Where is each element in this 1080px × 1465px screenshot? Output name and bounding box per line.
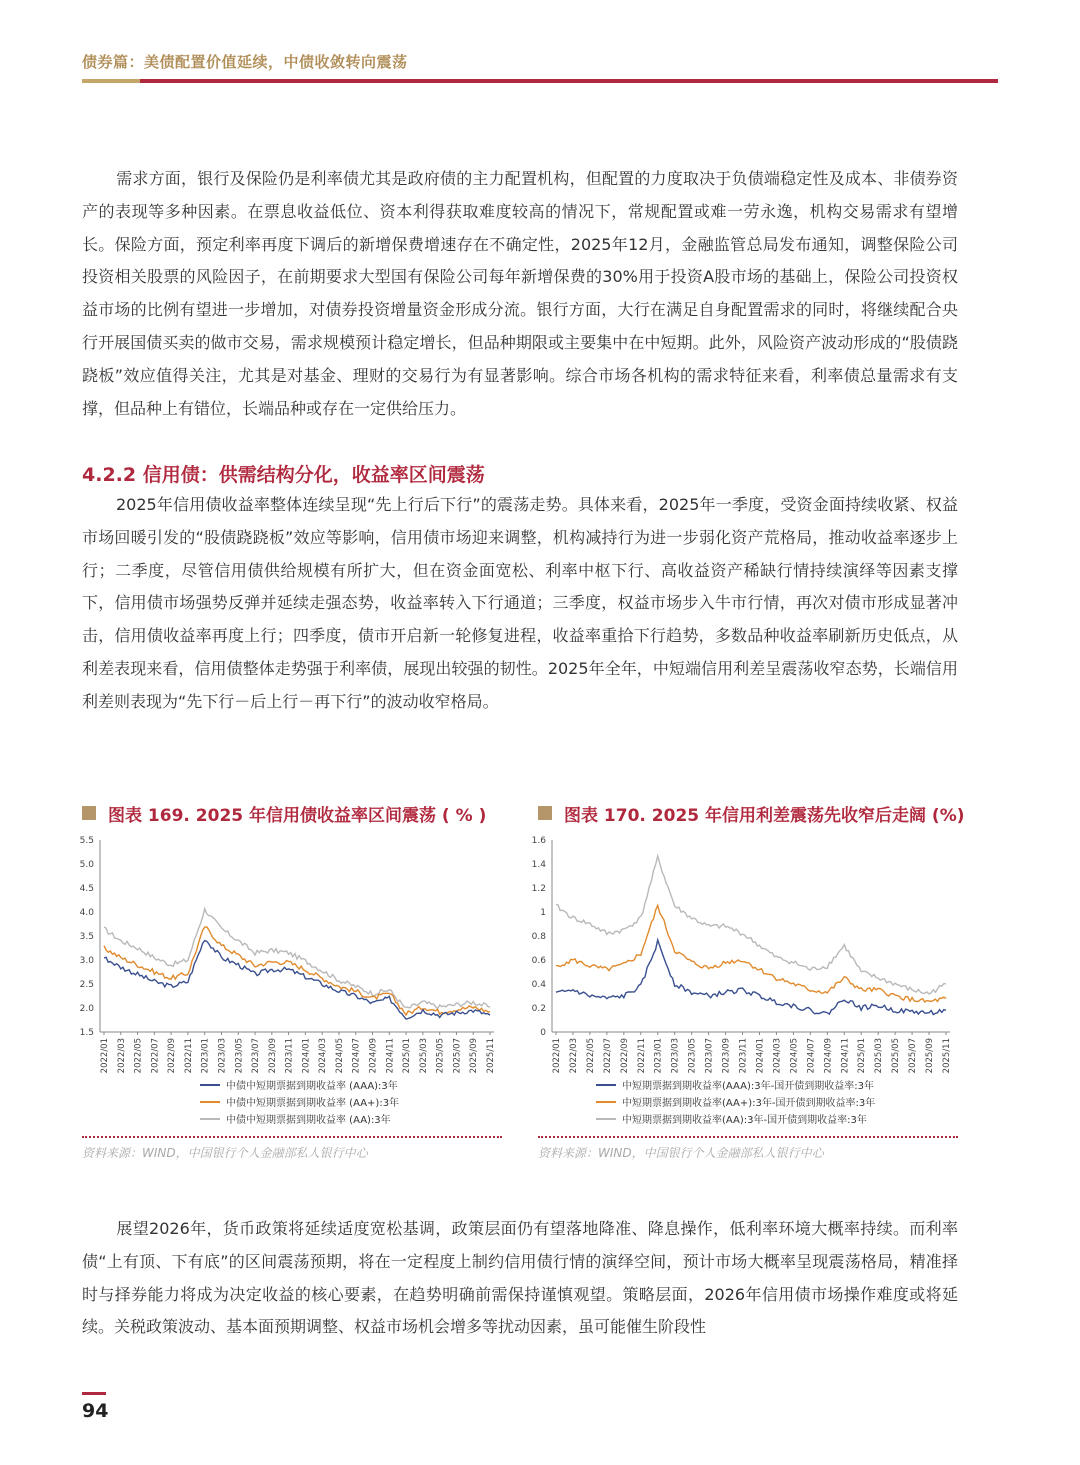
x-tick-label: 2024/01 bbox=[755, 1038, 766, 1074]
legend-swatch bbox=[596, 1101, 616, 1103]
paragraph-demand bbox=[82, 163, 958, 425]
x-tick-label: 2022/07 bbox=[602, 1038, 613, 1074]
y-tick-label: 0.8 bbox=[531, 932, 546, 942]
y-tick-label: 1.6 bbox=[531, 836, 546, 846]
x-tick-label: 2022/05 bbox=[133, 1038, 144, 1074]
figure-169-title-text: 图表 169. 2025 年信用债收益率区间震荡 ( % ) bbox=[108, 805, 487, 826]
x-tick-label: 2023/09 bbox=[721, 1038, 732, 1074]
y-tick-label: 5.5 bbox=[79, 836, 94, 846]
page-number-mark bbox=[82, 1392, 106, 1395]
x-tick-label: 2022/11 bbox=[636, 1038, 647, 1074]
x-tick-label: 2023/03 bbox=[670, 1038, 681, 1074]
x-tick-label: 2024/05 bbox=[334, 1038, 345, 1074]
legend-swatch bbox=[200, 1084, 220, 1086]
series-line bbox=[104, 941, 490, 1020]
y-tick-label: 0.4 bbox=[531, 980, 546, 990]
legend-swatch bbox=[596, 1118, 616, 1120]
legend-label: 中债中短期票据到期收益率 (AA):3年 bbox=[226, 1115, 391, 1126]
x-tick-label: 2023/11 bbox=[738, 1038, 749, 1074]
y-tick-label: 0.2 bbox=[531, 1004, 546, 1014]
x-tick-label: 2025/11 bbox=[486, 1038, 496, 1074]
y-tick-label: 1.5 bbox=[79, 1028, 94, 1038]
x-tick-label: 2024/07 bbox=[351, 1038, 362, 1074]
figure-169-legend bbox=[82, 1076, 502, 1127]
x-tick-label: 2025/09 bbox=[925, 1038, 936, 1074]
x-tick-label: 2022/07 bbox=[150, 1038, 161, 1074]
x-tick-label: 2025/07 bbox=[452, 1038, 463, 1074]
x-tick-label: 2022/05 bbox=[585, 1038, 596, 1074]
y-tick-label: 1 bbox=[540, 908, 546, 918]
y-tick-label: 0 bbox=[540, 1028, 546, 1038]
legend-label: 中债中短期票据到期收益率 (AA+):3年 bbox=[226, 1098, 400, 1109]
legend-swatch bbox=[596, 1084, 616, 1086]
x-tick-label: 2024/03 bbox=[772, 1038, 783, 1074]
x-tick-label: 2025/11 bbox=[942, 1038, 952, 1074]
x-tick-label: 2024/05 bbox=[789, 1038, 800, 1074]
figure-169-source: 资料来源：WIND，中国银行个人金融部私人银行中心 bbox=[82, 1146, 368, 1160]
x-tick-label: 2023/11 bbox=[284, 1038, 295, 1074]
legend-swatch bbox=[200, 1118, 220, 1120]
legend-item bbox=[596, 1110, 958, 1127]
legend-item bbox=[200, 1110, 502, 1127]
paragraph-outlook-text: 展望2026年，货币政策将延续适度宽松基调，政策层面仍有望落地降准、降息操作，低利率环境大概率持续。而利率债“上有顶、下有底”的区间震荡预期，将在一定程度上制约信用债行情的演绎空间，预计市场大概率呈现震荡格局，精准择时与择券能力将成为决定收益的核心要素，在趋势明确前需保持谨慎观望。策略层面，2026年信用债市场操作难度或将延续。关税政策波动、基本面预期调整、权益市场机会增多等扰动因素，虽可能催生阶段性 bbox=[82, 1219, 958, 1337]
y-tick-label: 5.0 bbox=[79, 860, 94, 870]
x-tick-label: 2025/03 bbox=[418, 1038, 429, 1074]
legend-item bbox=[200, 1093, 502, 1110]
figure-170-title bbox=[538, 800, 965, 826]
x-tick-label: 2022/09 bbox=[167, 1038, 178, 1074]
figure-170-rule bbox=[538, 1136, 958, 1138]
x-tick-label: 2023/01 bbox=[200, 1038, 211, 1074]
header-rule-red bbox=[140, 79, 998, 83]
y-tick-label: 4.0 bbox=[79, 908, 94, 918]
page-number: 94 bbox=[82, 1400, 109, 1422]
legend-label: 中短期票据到期收益率(AA):3年-国开债到期收益率:3年 bbox=[622, 1115, 867, 1126]
y-tick-label: 1.4 bbox=[531, 860, 546, 870]
figure-170 bbox=[531, 800, 965, 1127]
y-tick-label: 4.5 bbox=[79, 884, 94, 894]
figure-169 bbox=[79, 800, 502, 1127]
x-tick-label: 2025/05 bbox=[435, 1038, 446, 1074]
series-line bbox=[556, 940, 946, 1015]
x-tick-label: 2025/07 bbox=[908, 1038, 919, 1074]
x-tick-label: 2022/03 bbox=[116, 1038, 127, 1074]
x-tick-label: 2023/09 bbox=[267, 1038, 278, 1074]
x-tick-label: 2025/01 bbox=[857, 1038, 868, 1074]
x-tick-label: 2022/11 bbox=[183, 1038, 194, 1074]
x-tick-label: 2024/11 bbox=[385, 1038, 396, 1074]
paragraph-credit-review bbox=[82, 489, 958, 719]
figure-170-legend bbox=[538, 1076, 958, 1127]
x-tick-label: 2023/01 bbox=[653, 1038, 664, 1074]
y-tick-label: 2.0 bbox=[79, 1004, 94, 1014]
x-tick-label: 2024/11 bbox=[840, 1038, 851, 1074]
x-tick-label: 2023/07 bbox=[704, 1038, 715, 1074]
x-tick-label: 2022/03 bbox=[568, 1038, 579, 1074]
figure-169-title bbox=[82, 800, 502, 826]
x-tick-label: 2025/05 bbox=[891, 1038, 902, 1074]
x-tick-label: 2025/01 bbox=[402, 1038, 413, 1074]
figure-170-source: 资料来源：WIND，中国银行个人金融部私人银行中心 bbox=[538, 1146, 824, 1160]
x-tick-label: 2025/09 bbox=[469, 1038, 480, 1074]
series-line bbox=[104, 909, 490, 1009]
x-tick-label: 2024/09 bbox=[368, 1038, 379, 1074]
x-tick-label: 2023/05 bbox=[234, 1038, 245, 1074]
running-header-title: 债券篇：美债配置价值延续，中债收敛转向震荡 bbox=[82, 53, 408, 71]
legend-item bbox=[596, 1093, 958, 1110]
y-tick-label: 3.0 bbox=[79, 956, 94, 966]
legend-label: 中短期票据到期收益率(AA+):3年-国开债到期收益率:3年 bbox=[622, 1098, 876, 1109]
paragraph-outlook bbox=[82, 1213, 958, 1344]
y-tick-label: 0.6 bbox=[531, 956, 546, 966]
legend-label: 中债中短期票据到期收益率 (AAA):3年 bbox=[226, 1081, 398, 1092]
paragraph-demand-text: 需求方面，银行及保险仍是利率债尤其是政府债的主力配置机构，但配置的力度取决于负债端稳定性及成本、非债券资产的表现等多种因素。在票息收益低位、资本利得获取难度较高的情况下，常规配置或难一劳永逸，机构交易需求有望增长。保险方面，预定利率再度下调后的新增保费增速存在不确定性，2025年12月，金融监管总局发布通知，调整保险公司投资相关股票的风险因子，在前期要求大型国有保险公司每年新增保费的30%用于投资A股市场的基础上，保险公司投资权益市场的比例有望进一步增加，对债券投资增量资金形成分流。银行方面，大行在满足自身配置需求的同时，将继续配合央行开展国债买卖的做市交易，需求规模预计稳定增长，但品种期限或主要集中在中短期。此外，风险资产波动形成的“股债跷跷板”效应值得关注，尤其是对基金、理财的交易行为有显著影响。综合市场各机构的需求特征来看，利率债总量需求有支撑，但品种上有错位，长端品种或存在一定供给压力。 bbox=[82, 169, 958, 418]
figure-169-chart bbox=[79, 826, 502, 1076]
series-line bbox=[556, 905, 946, 1002]
figure-169-rule bbox=[82, 1136, 502, 1138]
x-tick-label: 2024/01 bbox=[301, 1038, 312, 1074]
paragraph-credit-review-text: 2025年信用债收益率整体连续呈现“先上行后下行”的震荡走势。具体来看，2025年一季度，受资金面持续收紧、权益市场回暖引发的“股债跷跷板”效应等影响，信用债市场迎来调整，机构减持行为进一步弱化资产荒格局，推动收益率逐步上行；二季度，尽管信用债供给规模有所扩大，但在资金面宽松、利率中枢下行、高收益资产稀缺行情持续演绎等因素支撑下，信用债市场强势反弹并延续走强态势，收益率转入下行通道；三季度，权益市场步入牛市行情，再次对债市形成显著冲击，信用债收益率再度上行；四季度，债市开启新一轮修复进程，收益率重拾下行趋势，多数品种收益率刷新历史低点，从利差表现来看，信用债整体走势强于利率债，展现出较强的韧性。2025年全年，中短端信用利差呈震荡收窄态势，长端信用利差则表现为“先下行－后上行－再下行”的波动收窄格局。 bbox=[82, 495, 958, 711]
legend-item bbox=[596, 1076, 958, 1093]
figure-marker-square bbox=[82, 806, 96, 820]
x-tick-label: 2025/03 bbox=[874, 1038, 885, 1074]
series-line bbox=[556, 856, 946, 994]
x-tick-label: 2023/05 bbox=[687, 1038, 698, 1074]
legend-swatch bbox=[200, 1101, 220, 1103]
x-tick-label: 2023/03 bbox=[217, 1038, 228, 1074]
figure-170-chart bbox=[531, 826, 958, 1076]
section-heading-credit-bonds: 4.2.2 信用债：供需结构分化，收益率区间震荡 bbox=[82, 464, 485, 486]
x-tick-label: 2022/01 bbox=[100, 1038, 110, 1074]
y-tick-label: 1.2 bbox=[531, 884, 546, 894]
y-tick-label: 3.5 bbox=[79, 932, 94, 942]
y-tick-label: 2.5 bbox=[79, 980, 94, 990]
x-tick-label: 2024/09 bbox=[823, 1038, 834, 1074]
legend-label: 中短期票据到期收益率(AAA):3年-国开债到期收益率:3年 bbox=[622, 1081, 874, 1092]
x-tick-label: 2023/07 bbox=[251, 1038, 262, 1074]
figure-marker-square bbox=[538, 806, 552, 820]
x-tick-label: 2024/03 bbox=[318, 1038, 329, 1074]
x-tick-label: 2022/01 bbox=[552, 1038, 562, 1074]
legend-item bbox=[200, 1076, 502, 1093]
x-tick-label: 2022/09 bbox=[619, 1038, 630, 1074]
x-tick-label: 2024/07 bbox=[806, 1038, 817, 1074]
header-rule-gold bbox=[82, 79, 140, 83]
figure-170-title-text: 图表 170. 2025 年信用利差震荡先收窄后走阔 (%) bbox=[564, 805, 965, 826]
